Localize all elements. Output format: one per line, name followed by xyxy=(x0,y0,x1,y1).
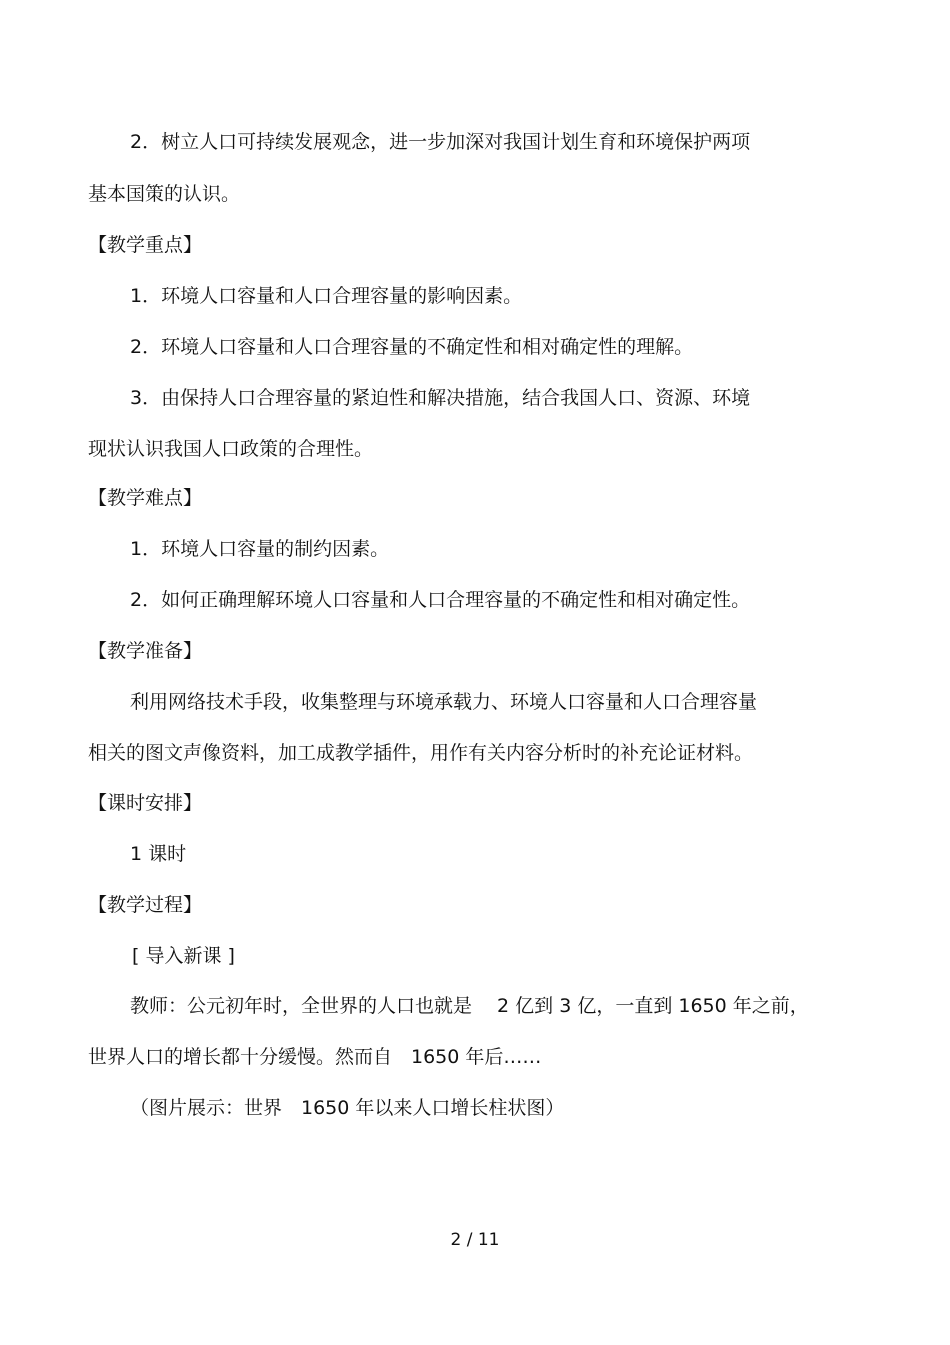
figure-note: （图片展示：世界 1650 年以来人口增长柱状图） xyxy=(130,1097,565,1119)
objective-2-line-2: 基本国策的认识。 xyxy=(88,183,241,205)
difficulty-1: 1．环境人口容量的制约因素。 xyxy=(130,538,390,560)
section-heading-preparation: 【教学准备】 xyxy=(88,640,203,662)
subsection-intro: [ 导入新课 ] xyxy=(132,945,235,967)
section-heading-schedule: 【课时安排】 xyxy=(88,792,203,814)
schedule-text: 1 课时 xyxy=(130,843,187,865)
section-heading-process: 【教学过程】 xyxy=(88,894,203,916)
objective-2-line-1: 2．树立人口可持续发展观念，进一步加深对我国计划生育和环境保护两项 xyxy=(130,131,751,153)
key-point-1: 1．环境人口容量和人口合理容量的影响因素。 xyxy=(130,285,523,307)
difficulty-2: 2．如何正确理解环境人口容量和人口合理容量的不确定性和相对确定性。 xyxy=(130,589,751,611)
preparation-line-2: 相关的图文声像资料，加工成教学插件，用作有关内容分析时的补充论证材料。 xyxy=(88,742,754,764)
teacher-line-2: 世界人口的增长都十分缓慢。然而自 1650 年后…… xyxy=(88,1046,542,1068)
section-heading-key-points: 【教学重点】 xyxy=(88,234,203,256)
teacher-line-1: 教师：公元初年时，全世界的人口也就是 2 亿到 3 亿，一直到 1650 年之前， xyxy=(130,995,809,1017)
section-heading-difficulties: 【教学难点】 xyxy=(88,487,203,509)
key-point-3-line-1: 3．由保持人口合理容量的紧迫性和解决措施，结合我国人口、资源、环境 xyxy=(130,387,751,409)
page-number: 2 / 11 xyxy=(450,1230,500,1250)
key-point-2: 2．环境人口容量和人口合理容量的不确定性和相对确定性的理解。 xyxy=(130,336,694,358)
preparation-line-1: 利用网络技术手段，收集整理与环境承载力、环境人口容量和人口合理容量 xyxy=(130,691,758,713)
key-point-3-line-2: 现状认识我国人口政策的合理性。 xyxy=(88,438,374,460)
